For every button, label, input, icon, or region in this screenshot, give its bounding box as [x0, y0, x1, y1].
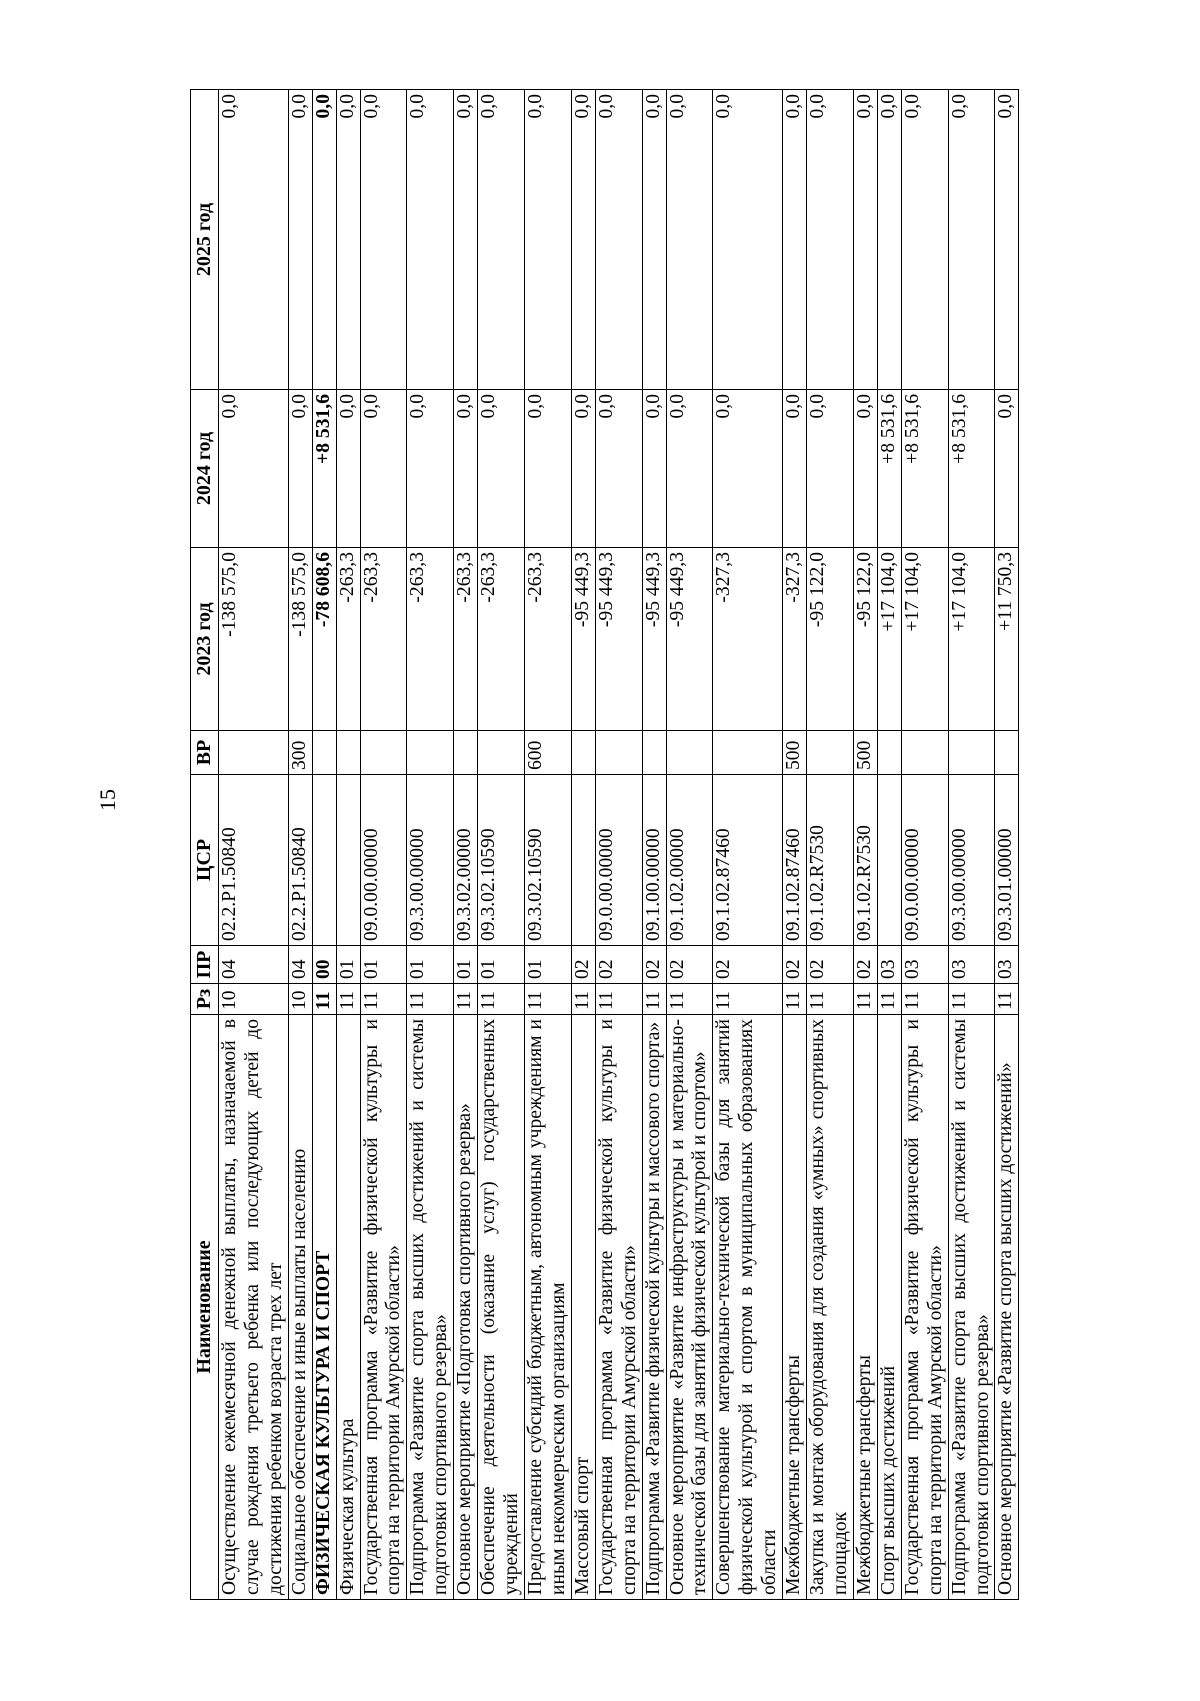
cell-name: Подпрограмма «Развитие спорта высших достижений и системы подготовки спортивного резерва»: [948, 1015, 995, 1600]
budget-table: [190, 89, 1019, 1600]
col-header-2023: 2023 год: [191, 548, 219, 731]
cell-name: Основное мероприятие «Развитие спорта высших достижений»: [995, 1015, 1019, 1600]
cell-2024: 0,0: [288, 390, 312, 548]
cell-pr: 03: [877, 946, 901, 984]
cell-name: Межбюджетные трансферты: [783, 1015, 807, 1600]
cell-vr: [595, 731, 642, 775]
cell-name: Государственная программа «Развитие физической культуры и спорта на территории Амурской области»: [901, 1015, 948, 1600]
cell-vr: [948, 731, 995, 775]
cell-csr: 09.3.01.00000: [995, 775, 1019, 946]
cell-2024: 0,0: [853, 390, 877, 548]
cell-2024: +8 531,6: [901, 390, 948, 548]
cell-vr: [571, 731, 595, 775]
table-row: [901, 90, 948, 1600]
cell-2025: 0,0: [807, 90, 854, 390]
cell-rz: 11: [948, 984, 995, 1015]
cell-2023: -78 608,6: [312, 548, 336, 731]
cell-name: Социальное обеспечение и иные выплаты населению: [288, 1015, 312, 1600]
cell-rz: 11: [571, 984, 595, 1015]
cell-name: Предоставление субсидий бюджетным, автономным учреждениям и иным некоммерческим организациям: [524, 1015, 571, 1600]
cell-2025: 0,0: [478, 90, 525, 390]
cell-2023: -327,3: [713, 548, 783, 731]
cell-2024: 0,0: [478, 390, 525, 548]
cell-2025: 0,0: [360, 90, 407, 390]
cell-2024: +8 531,6: [312, 390, 336, 548]
cell-name: Основное мероприятие «Подготовка спортивного резерва»: [454, 1015, 478, 1600]
cell-vr: [478, 731, 525, 775]
cell-2024: 0,0: [360, 390, 407, 548]
cell-vr: [642, 731, 666, 775]
cell-2023: -327,3: [783, 548, 807, 731]
cell-2024: 0,0: [642, 390, 666, 548]
cell-rz: 11: [524, 984, 571, 1015]
cell-csr: 02.2.P1.50840: [219, 775, 289, 946]
cell-vr: 500: [783, 731, 807, 775]
cell-rz: 11: [454, 984, 478, 1015]
cell-2023: -263,3: [360, 548, 407, 731]
cell-vr: 600: [524, 731, 571, 775]
cell-pr: 01: [524, 946, 571, 984]
cell-2025: 0,0: [666, 90, 713, 390]
cell-name: Массовый спорт: [571, 1015, 595, 1600]
cell-csr: [571, 775, 595, 946]
cell-name: Подпрограмма «Развитие спорта высших достижений и системы подготовки спортивного резерва»: [407, 1015, 454, 1600]
cell-rz: 11: [853, 984, 877, 1015]
col-header-vr: ВР: [191, 731, 219, 775]
page-number: 15: [95, 789, 120, 811]
cell-vr: [807, 731, 854, 775]
cell-2023: +17 104,0: [877, 548, 901, 731]
cell-pr: 01: [478, 946, 525, 984]
cell-2023: -95 122,0: [853, 548, 877, 731]
cell-2025: 0,0: [595, 90, 642, 390]
cell-pr: 02: [713, 946, 783, 984]
cell-rz: 11: [783, 984, 807, 1015]
table-row: [807, 90, 854, 1600]
cell-2025: 0,0: [336, 90, 360, 390]
table-row: [853, 90, 877, 1600]
cell-csr: 09.0.00.00000: [595, 775, 642, 946]
cell-csr: 09.3.02.10590: [524, 775, 571, 946]
cell-csr: 09.3.02.00000: [454, 775, 478, 946]
table-row: [571, 90, 595, 1600]
cell-vr: [336, 731, 360, 775]
cell-2025: 0,0: [853, 90, 877, 390]
cell-2025: 0,0: [713, 90, 783, 390]
cell-pr: 03: [995, 946, 1019, 984]
table-row: [995, 90, 1019, 1600]
cell-2023: -95 122,0: [807, 548, 854, 731]
cell-2025: 0,0: [524, 90, 571, 390]
cell-rz: 11: [312, 984, 336, 1015]
cell-pr: 02: [807, 946, 854, 984]
cell-pr: 01: [336, 946, 360, 984]
cell-vr: 300: [288, 731, 312, 775]
cell-rz: 10: [288, 984, 312, 1015]
cell-2024: +8 531,6: [948, 390, 995, 548]
table-row: [595, 90, 642, 1600]
cell-csr: 09.1.00.00000: [642, 775, 666, 946]
table-row: [407, 90, 454, 1600]
cell-csr: 09.3.02.10590: [478, 775, 525, 946]
cell-rz: 11: [877, 984, 901, 1015]
cell-2024: 0,0: [219, 390, 289, 548]
cell-name: Закупка и монтаж оборудования для создания «умных» спортивных площадок: [807, 1015, 854, 1600]
cell-name: Подпрограмма «Развитие физической культуры и массового спорта»: [642, 1015, 666, 1600]
table-row: [877, 90, 901, 1600]
cell-name: Совершенствование материально-технической базы для занятий физической культурой и спортом в муниципальных образованиях области: [713, 1015, 783, 1600]
cell-pr: 02: [595, 946, 642, 984]
cell-2024: 0,0: [407, 390, 454, 548]
cell-2023: +17 104,0: [948, 548, 995, 731]
cell-2024: 0,0: [595, 390, 642, 548]
cell-2025: 0,0: [948, 90, 995, 390]
cell-pr: 03: [901, 946, 948, 984]
cell-rz: 11: [901, 984, 948, 1015]
cell-csr: 09.1.02.R7530: [807, 775, 854, 946]
col-header-2024: 2024 год: [191, 390, 219, 548]
cell-rz: 11: [713, 984, 783, 1015]
cell-2024: 0,0: [995, 390, 1019, 548]
cell-2025: 0,0: [783, 90, 807, 390]
cell-rz: 11: [478, 984, 525, 1015]
cell-name: Спорт высших достижений: [877, 1015, 901, 1600]
cell-2025: 0,0: [995, 90, 1019, 390]
cell-rz: 11: [336, 984, 360, 1015]
cell-2023: -263,3: [524, 548, 571, 731]
cell-rz: 10: [219, 984, 289, 1015]
cell-pr: 03: [948, 946, 995, 984]
cell-2024: 0,0: [454, 390, 478, 548]
cell-pr: 04: [219, 946, 289, 984]
table-header-row: [191, 90, 219, 1600]
cell-pr: 02: [783, 946, 807, 984]
cell-2023: +17 104,0: [901, 548, 948, 731]
cell-2025: 0,0: [454, 90, 478, 390]
cell-csr: 09.3.00.00000: [948, 775, 995, 946]
cell-csr: 09.1.02.00000: [666, 775, 713, 946]
cell-pr: 01: [454, 946, 478, 984]
cell-pr: 02: [853, 946, 877, 984]
cell-2023: -138 575,0: [219, 548, 289, 731]
cell-name: Межбюджетные трансферты: [853, 1015, 877, 1600]
cell-csr: [877, 775, 901, 946]
cell-csr: 09.1.02.87460: [783, 775, 807, 946]
cell-rz: 11: [807, 984, 854, 1015]
rotated-page-content: [190, 90, 1080, 1600]
cell-vr: [312, 731, 336, 775]
cell-rz: 11: [407, 984, 454, 1015]
table-row: [666, 90, 713, 1600]
cell-vr: [713, 731, 783, 775]
cell-csr: 09.3.00.00000: [407, 775, 454, 946]
cell-2024: 0,0: [524, 390, 571, 548]
cell-name: ФИЗИЧЕСКАЯ КУЛЬТУРА И СПОРТ: [312, 1015, 336, 1600]
table-row: [783, 90, 807, 1600]
col-header-csr: ЦСР: [191, 775, 219, 946]
cell-csr: 09.0.00.00000: [360, 775, 407, 946]
cell-2025: 0,0: [288, 90, 312, 390]
cell-2023: -263,3: [336, 548, 360, 731]
cell-2023: -95 449,3: [666, 548, 713, 731]
cell-rz: 11: [595, 984, 642, 1015]
col-header-name: Наименование: [191, 1015, 219, 1600]
cell-csr: [336, 775, 360, 946]
cell-2025: 0,0: [571, 90, 595, 390]
table-row: [312, 90, 336, 1600]
cell-vr: [901, 731, 948, 775]
cell-name: Основное мероприятие «Развитие инфраструктуры и материально-технической базы для занятий физической культурой и спортом»: [666, 1015, 713, 1600]
cell-name: Обеспечение деятельности (оказание услуг) государственных учреждений: [478, 1015, 525, 1600]
table-row: [524, 90, 571, 1600]
cell-2024: +8 531,6: [877, 390, 901, 548]
cell-csr: 09.0.00.00000: [901, 775, 948, 946]
cell-rz: 11: [995, 984, 1019, 1015]
cell-2025: 0,0: [219, 90, 289, 390]
cell-pr: 02: [571, 946, 595, 984]
cell-vr: [666, 731, 713, 775]
col-header-2025: 2025 год: [191, 90, 219, 390]
table-row: [713, 90, 783, 1600]
cell-pr: 04: [288, 946, 312, 984]
cell-2023: -263,3: [454, 548, 478, 731]
cell-2023: -95 449,3: [595, 548, 642, 731]
cell-vr: [454, 731, 478, 775]
cell-2023: -95 449,3: [642, 548, 666, 731]
table-row: [642, 90, 666, 1600]
cell-rz: 11: [360, 984, 407, 1015]
cell-2025: 0,0: [407, 90, 454, 390]
cell-2024: 0,0: [666, 390, 713, 548]
cell-name: Физическая культура: [336, 1015, 360, 1600]
col-header-rz: Рз: [191, 984, 219, 1015]
cell-2023: -138 575,0: [288, 548, 312, 731]
cell-2025: 0,0: [312, 90, 336, 390]
cell-2023: -263,3: [478, 548, 525, 731]
col-header-pr: ПР: [191, 946, 219, 984]
cell-name: Государственная программа «Развитие физической культуры и спорта на территории Амурской области»: [360, 1015, 407, 1600]
cell-2024: 0,0: [571, 390, 595, 548]
table-row: [336, 90, 360, 1600]
cell-vr: [877, 731, 901, 775]
cell-pr: 02: [642, 946, 666, 984]
cell-vr: [219, 731, 289, 775]
table-body: [219, 90, 1019, 1600]
cell-csr: 02.2.P1.50840: [288, 775, 312, 946]
cell-csr: 09.1.02.87460: [713, 775, 783, 946]
cell-csr: [312, 775, 336, 946]
table-row: [478, 90, 525, 1600]
cell-2025: 0,0: [877, 90, 901, 390]
table-row: [454, 90, 478, 1600]
table-row: [948, 90, 995, 1600]
cell-2024: 0,0: [807, 390, 854, 548]
cell-name: Государственная программа «Развитие физической культуры и спорта на территории Амурской области»: [595, 1015, 642, 1600]
cell-vr: [407, 731, 454, 775]
table-row: [288, 90, 312, 1600]
cell-2024: 0,0: [783, 390, 807, 548]
cell-2024: 0,0: [713, 390, 783, 548]
cell-pr: 00: [312, 946, 336, 984]
cell-vr: [995, 731, 1019, 775]
cell-name: Осуществление ежемесячной денежной выплаты, назначаемой в случае рождения третьего ребенка или последующих детей до достижения ребенком возраста трех лет: [219, 1015, 289, 1600]
cell-csr: 09.1.02.R7530: [853, 775, 877, 946]
cell-vr: 500: [853, 731, 877, 775]
table-row: [219, 90, 289, 1600]
cell-rz: 11: [642, 984, 666, 1015]
cell-2023: -95 449,3: [571, 548, 595, 731]
cell-2023: -263,3: [407, 548, 454, 731]
cell-2025: 0,0: [901, 90, 948, 390]
cell-pr: 01: [407, 946, 454, 984]
cell-vr: [360, 731, 407, 775]
cell-rz: 11: [666, 984, 713, 1015]
cell-2024: 0,0: [336, 390, 360, 548]
cell-2023: +11 750,3: [995, 548, 1019, 731]
cell-2025: 0,0: [642, 90, 666, 390]
table-row: [360, 90, 407, 1600]
cell-pr: 01: [360, 946, 407, 984]
cell-pr: 02: [666, 946, 713, 984]
